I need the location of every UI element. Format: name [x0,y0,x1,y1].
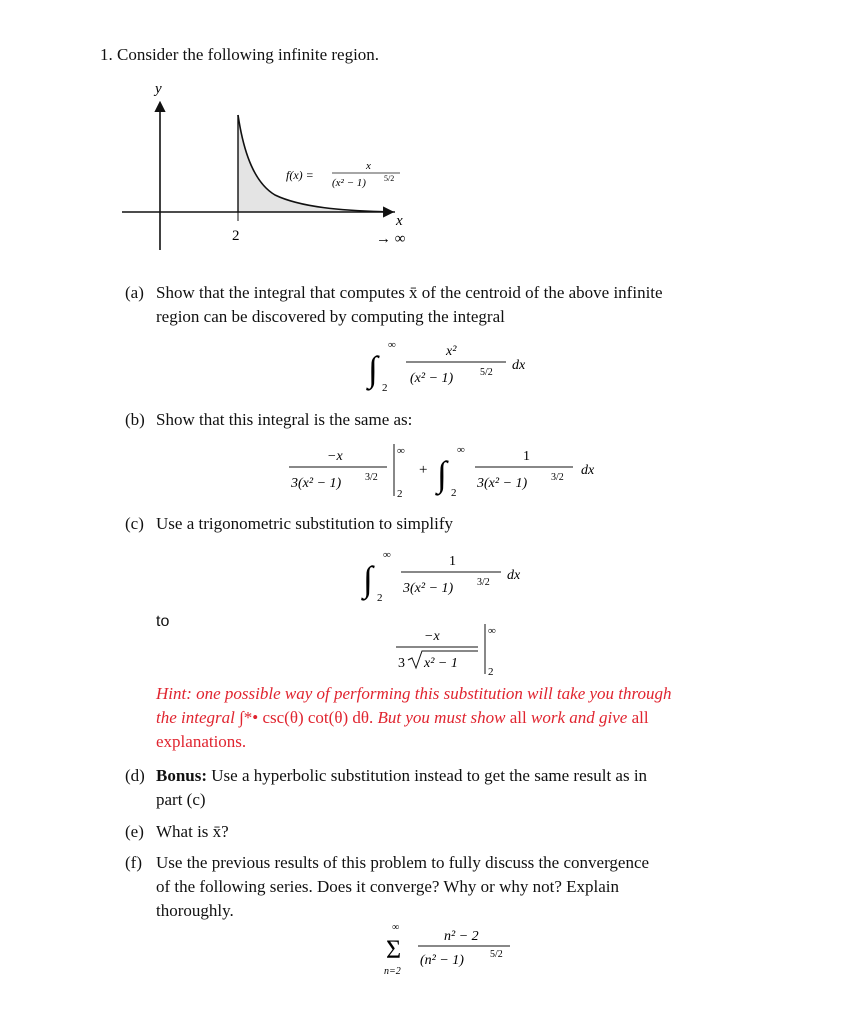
function-den: (x² − 1) [332,177,366,189]
part-c-to: to [156,613,170,630]
series-den-exp: 5/2 [490,949,503,960]
part-c-result [392,620,512,678]
hint-line3: explanations. [156,732,247,751]
sigma-sign: Σ [386,935,402,964]
integral-sign: ∫ [363,559,373,599]
function-num: x [366,160,371,172]
differential: dx [512,358,526,373]
eval-upper: ∞ [488,625,496,637]
hint-work-and-give: work and give [531,708,628,727]
part-c-label: (c) [125,514,144,533]
part-b-expression [285,440,615,505]
integrand-den-exp: 3/2 [477,577,490,588]
part-b-text: Show that this integral is the same as: [156,410,413,429]
series-num: n² − 2 [444,929,479,944]
part-d-line1 [156,764,647,788]
problem-heading [100,43,379,67]
part-b-label: (b) [125,410,145,429]
y-axis-label: y [155,81,162,97]
term1-den-exp: 3/2 [365,472,378,483]
part-a-line2: region can be discovered by computing the integral [156,307,505,326]
part-c-integral [355,545,555,610]
part-f-line3: thoroughly. [156,901,234,920]
hint-line2-post: But you must show [377,708,506,727]
part-a-line1: Show that the integral that computes x̄ of the centroid of the above infinite [156,283,663,302]
problem-number: 1. [100,45,113,64]
series-lower: n=2 [384,966,401,977]
series-den: (n² − 1) [420,953,464,968]
integral-upper: ∞ [383,549,391,561]
region-graph [110,75,440,250]
term2-den: 3(x² − 1) [477,476,528,491]
integrand-num: 1 [449,554,456,569]
result-den-radicand: x² − 1 [424,656,458,671]
problem-intro: Consider the following infinite region. [117,45,380,64]
part-e-text: What is x̄? [156,822,229,841]
eval-lower: 2 [397,488,403,500]
term1-den: 3(x² − 1) [291,476,342,491]
part-d-line2: part (c) [156,790,206,809]
shaded-region [238,115,395,212]
integral-upper: ∞ [457,444,465,456]
integrand-den: (x² − 1) [410,371,454,386]
hint-integral-limits: ∫*• [239,708,259,727]
eval-upper: ∞ [397,445,405,457]
part-d-text: Use a hyperbolic substitution instead to get the same result as in [211,766,648,785]
part-f-label: (f) [125,853,142,872]
term1-num: −x [327,449,343,464]
part-c-text: Use a trigonometric substitution to simplify [156,514,454,533]
function-den-exp: 5/2 [384,174,395,183]
term2-den-exp: 3/2 [551,472,564,483]
part-a-integral [360,335,550,400]
part-d-bold: Bonus: [156,766,208,785]
hint-line2 [156,706,649,730]
integral-lower: 2 [377,592,383,604]
hint-expr: csc(θ) cot(θ) dθ. [262,708,374,727]
integrand-den-exp: 5/2 [480,367,493,378]
result-den-coef: 3 [398,656,405,671]
part-d-label: (d) [125,766,145,785]
series-expression [380,918,530,980]
integral-sign: ∫ [368,349,378,389]
differential: dx [507,568,521,583]
eval-lower: 2 [488,666,494,678]
tick-label: 2 [232,228,240,244]
result-num: −x [424,629,440,644]
x-axis-label: x [396,213,403,229]
integral-lower: 2 [451,487,457,499]
part-a-label: (a) [125,283,144,302]
differential: dx [581,463,595,478]
integrand-num: x² [446,344,457,359]
hint-line1: Hint: one possible way of performing this substitution will take you through [156,684,672,703]
hint-all2: all [631,708,649,727]
integral-upper: ∞ [388,339,396,351]
integral-sign: ∫ [437,454,447,494]
part-f-line1: Use the previous results of this problem to fully discuss the convergence [156,853,650,872]
integral-lower: 2 [382,382,388,394]
integrand-den: 3(x² − 1) [403,581,454,596]
function-lhs: f(x) = [286,168,314,182]
series-upper: ∞ [392,922,400,933]
term2-num: 1 [523,449,530,464]
hint-all-work: all [509,708,527,727]
plus-sign: + [419,462,428,478]
part-e-label: (e) [125,822,144,841]
part-f-line2: of the following series. Does it converge? Why or why not? Explain [156,877,619,896]
hint-line2-pre: the integral [156,708,235,727]
x-infinity-label: → ∞ [376,231,406,247]
